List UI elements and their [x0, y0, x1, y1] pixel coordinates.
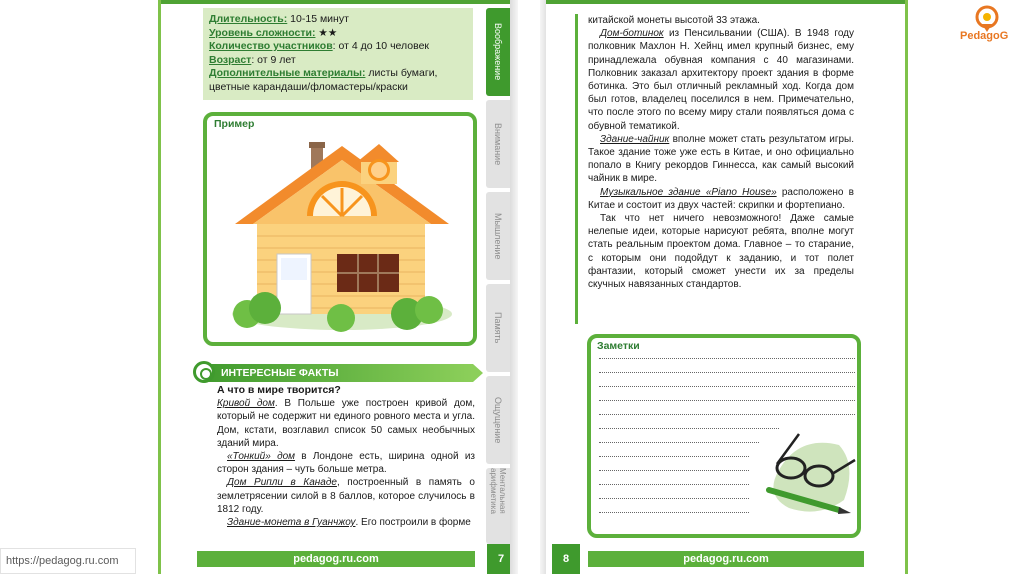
note-line: [599, 442, 759, 443]
notes-box: [587, 334, 861, 538]
materials-value: листы бумаги, цветные карандаши/фломастеры/краски: [209, 67, 438, 93]
note-line: [599, 428, 779, 429]
example-box: [203, 112, 477, 346]
footer-site: pedagog.ru.com: [588, 551, 864, 567]
difficulty-value: ★★: [315, 26, 338, 39]
example-label: Пример: [214, 118, 255, 130]
age-value: : от 9 лет: [251, 53, 296, 66]
right-footer: [546, 544, 905, 574]
note-line: [599, 372, 855, 373]
facts-header: ИНТЕРЕСНЫЕ ФАКТЫ: [201, 364, 473, 382]
section-tabs: [486, 8, 510, 544]
left-footer: [161, 544, 514, 574]
link-teapot-building: Здание-чайник: [600, 133, 670, 145]
right-page: [546, 0, 908, 574]
facts-text: [217, 384, 475, 529]
materials-label: Дополнительные материалы:: [209, 67, 366, 79]
paragraph-1: из Пенсильвании (США). В 1948 году полковник Махлон Н. Хейнц имел крупный бизнес, ему принадлежала обувная компания с 40 магазинами. Полковник заказал архитектору проект здания в форме ботинка. Это был отличный рекламный ход. Когда дом был готов, владелец поселился в нем. Примечательно, что после этого по всему миру стали появляться дома с обувной тематикой.: [588, 28, 854, 132]
note-line: [599, 470, 749, 471]
note-line: [599, 498, 749, 499]
note-line: [599, 386, 855, 387]
facts-icon: [193, 361, 215, 383]
note-line: [599, 414, 855, 415]
duration-label: Длительность:: [209, 13, 288, 25]
tab-mental-arithmetic[interactable]: Ментальная арифметика: [486, 468, 510, 544]
top-bar: [161, 0, 514, 4]
note-line: [599, 358, 855, 359]
facts-question: А что в мире творится?: [217, 384, 341, 396]
participants-label: Количество участников: [209, 40, 333, 52]
text-rule: [575, 14, 578, 324]
link-shoe-house: Дом-ботинок: [600, 28, 664, 40]
fact-text-2: в Лондоне есть, ширина одной из сторон здания – чуть больше метра.: [217, 451, 475, 476]
fact-text-1: . В Польше уже построен кривой дом, который не содержит ни единого ровного места и угла. Дом, кстати, возглавил список 50 самых необычных зданий мира.: [217, 398, 475, 449]
note-line: [599, 512, 749, 513]
game-info-box: [203, 8, 473, 100]
article-text: [588, 14, 854, 291]
glasses-pencil-icon: [759, 430, 859, 520]
participants-value: : от 4 до 10 человек: [332, 40, 430, 52]
tab-attention[interactable]: Внимание: [486, 100, 510, 188]
page-number: 8: [552, 544, 580, 574]
fact-link-3: Дом Рипли в Канаде: [227, 477, 337, 489]
tab-memory[interactable]: Память: [486, 284, 510, 372]
paragraph-3: расположено в Китае и состоит из двух частей: скрипки и фортепиано.: [588, 186, 854, 211]
fact-text-3: , построенный в память о землетрясении силой в 8 баллов, которое случилось в 1812 году.: [217, 477, 475, 515]
paragraph-4: Так что нет ничего невозможного! Даже самые нелепые идеи, которые нарисуют ребята, вполне могут стать реальным проектом дома. Главное – то старание, с которым они подойдут к заданию, и тот полет фантазии, который сможет унести их за пределы скучных навязанных стандартов.: [588, 213, 854, 291]
link-piano-house: Музыкальное здание «Piano House»: [600, 186, 777, 198]
source-url[interactable]: https://pedagog.ru.com: [0, 548, 136, 574]
difficulty-label: Уровень сложности:: [209, 26, 316, 39]
fact-link-2: «Тонкий» дом: [227, 451, 296, 463]
tab-thinking[interactable]: Мышление: [486, 192, 510, 280]
fact-text-4: . Его построили в форме: [355, 517, 471, 529]
paragraph-2: вполне может стать результатом игры. Такое здание тоже уже есть в Китае, и оно официально попало в Книгу рекордов Гиннесса, как самый высокий чайник в мире.: [588, 133, 854, 185]
left-page: [158, 0, 514, 574]
top-bar: [546, 0, 905, 4]
note-line: [599, 456, 749, 457]
footer-site: pedagog.ru.com: [197, 551, 475, 567]
paragraph-0: китайской монеты высотой 33 этажа.: [588, 15, 760, 26]
note-line: [599, 400, 855, 401]
fact-link-1: Кривой дом: [217, 398, 275, 410]
tab-imagination[interactable]: Воображение: [486, 8, 510, 96]
house-illustration: [227, 136, 457, 336]
logo-text: PedagoG: [960, 30, 1009, 42]
notes-label: Заметки: [597, 340, 640, 352]
page-number: 7: [487, 544, 514, 574]
tab-sensation[interactable]: Ощущение: [486, 376, 510, 464]
fact-link-4: Здание-монета в Гуанчжоу: [227, 517, 356, 529]
duration-value: 10-15 минут: [287, 13, 349, 25]
age-label: Возраст: [209, 53, 252, 66]
note-line: [599, 484, 749, 485]
page-gutter-left: [510, 0, 518, 574]
